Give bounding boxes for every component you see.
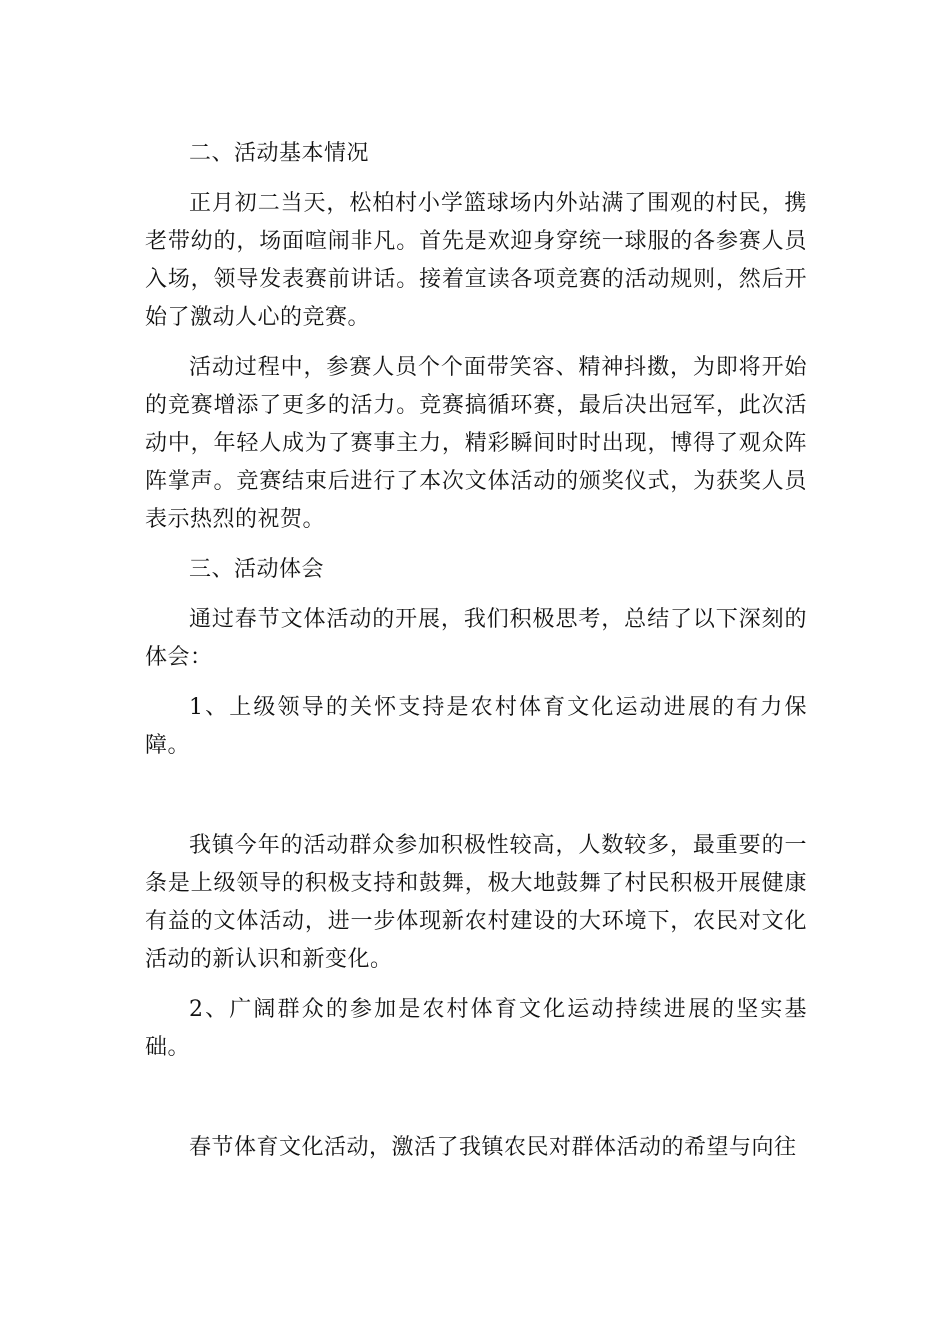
reflection-point-1: 1、上级领导的关怀支持是农村体育文化运动进展的有力保障。 [145, 695, 807, 758]
paragraph-leadership-support: 我镇今年的活动群众参加积极性较高，人数较多，最重要的一条是上级领导的积极支持和鼓舞，极大地鼓舞了村民积极开展健康有益的文体活动，进一步体现新农村建设的大环境下，农民对文化活动的新认识和新变化。 [145, 833, 807, 972]
paragraph-competition-process: 活动过程中，参赛人员个个面带笑容、精神抖擞，为即将开始的竞赛增添了更多的活力。竞赛搞循环赛，最后决出冠军，此次活动中，年轻人成为了赛事主力，精彩瞬间时时出现，博得了观众阵阵掌声。竞赛结束后进行了本次文体活动的颁奖仪式，为获奖人员表示热烈的祝贺。 [145, 355, 807, 532]
paragraph-spring-festival-activities: 春节体育文化活动，激活了我镇农民对群体活动的希望与向往 [189, 1135, 797, 1160]
paragraph-reflections-intro: 通过春节文体活动的开展，我们积极思考，总结了以下深刻的体会： [145, 607, 807, 670]
paragraph-opening-ceremony: 正月初二当天，松柏村小学篮球场内外站满了围观的村民，携老带幼的，场面喧闹非凡。首先是欢迎身穿统一球服的各参赛人员入场，领导发表赛前讲话。接着宣读各项竞赛的活动规则，然后开始了激动人心的竞赛。 [145, 191, 807, 330]
section-heading-activity-reflections: 三、活动体会 [189, 557, 325, 582]
reflection-point-2: 2、广阔群众的参加是农村体育文化运动持续进展的坚实基础。 [145, 997, 807, 1060]
section-heading-activity-overview: 二、活动基本情况 [189, 141, 370, 166]
document-body [145, 135, 807, 1167]
